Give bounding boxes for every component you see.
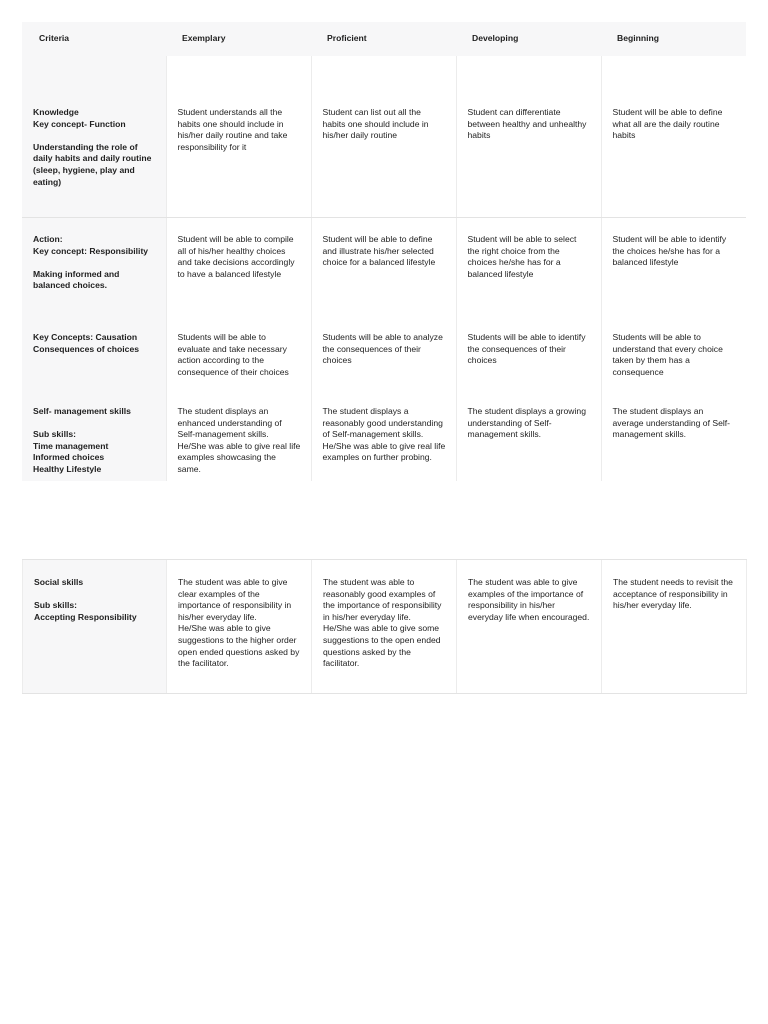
proficient-cell: Student will be able to define and illustrate his/her selected choice for a balanced lifestyle — [311, 218, 456, 317]
rubric-table — [22, 22, 746, 481]
beginning-cell: Student will be able to identify the choices he/she has for a balanced lifestyle — [601, 218, 746, 317]
beginning-cell: Student will be able to define what all are the daily routine habits — [601, 56, 746, 218]
rubric-table-continued — [22, 559, 747, 694]
proficient-cell: Student can list out all the habits one should include in his/her daily routine — [311, 56, 456, 218]
proficient-cell: The student displays a reasonably good understanding of Self-management skills. He/She was able to give real life examples on further probing. — [311, 390, 456, 481]
table-row — [22, 56, 746, 218]
header-exemplary: Exemplary — [166, 22, 311, 56]
exemplary-cell: The student displays an enhanced understanding of Self-management skills. He/She was able to give real life examples showcasing the same. — [166, 390, 311, 481]
header-criteria: Criteria — [22, 22, 166, 56]
table-row — [23, 560, 747, 694]
exemplary-cell: Student understands all the habits one should include in his/her daily routine and take responsibility for it — [166, 56, 311, 218]
criteria-cell: Action: Key concept: Responsibility Making informed and balanced choices. — [22, 218, 166, 317]
exemplary-cell: Students will be able to evaluate and take necessary action according to the consequence of their choices — [166, 316, 311, 390]
table-row — [22, 218, 746, 317]
proficient-cell: Students will be able to analyze the consequences of their choices — [311, 316, 456, 390]
developing-cell: Student can differentiate between healthy and unhealthy habits — [456, 56, 601, 218]
beginning-cell: The student displays an average understanding of Self-management skills. — [601, 390, 746, 481]
beginning-cell: Students will be able to understand that every choice taken by them has a consequence — [601, 316, 746, 390]
header-beginning: Beginning — [601, 22, 746, 56]
header-proficient: Proficient — [311, 22, 456, 56]
criteria-cell: Key Concepts: Causation Consequences of choices — [22, 316, 166, 390]
table-row — [22, 316, 746, 390]
exemplary-cell: The student was able to give clear examples of the importance of responsibility in his/her everyday life. He/She was able to give suggestions to the higher order open ended questions asked by the facilitator. — [167, 560, 312, 694]
criteria-cell: Self- management skills Sub skills: Time management Informed choices Healthy Lifestyle — [22, 390, 166, 481]
beginning-cell: The student needs to revisit the acceptance of responsibility in his/her everyday life. — [602, 560, 747, 694]
developing-cell: The student was able to give examples of the importance of responsibility in his/her everyday life when encouraged. — [457, 560, 602, 694]
table-row — [22, 390, 746, 481]
proficient-cell: The student was able to reasonably good examples of the importance of responsibility in his/her everyday life. He/She was able to give some suggestions to the open ended questions asked by the facilitator. — [312, 560, 457, 694]
header-row — [22, 22, 746, 56]
exemplary-cell: Student will be able to compile all of his/her healthy choices and take decisions accordingly to have a balanced lifestyle — [166, 218, 311, 317]
developing-cell: Students will be able to identify the consequences of their choices — [456, 316, 601, 390]
header-developing: Developing — [456, 22, 601, 56]
criteria-cell: Social skills Sub skills: Accepting Responsibility — [23, 560, 167, 694]
developing-cell: The student displays a growing understanding of Self-management skills. — [456, 390, 601, 481]
criteria-cell: Knowledge Key concept- Function Understanding the role of daily habits and daily routine (sleep, hygiene, play and eating) — [22, 56, 166, 218]
developing-cell: Student will be able to select the right choice from the choices he/she has for a balanced lifestyle — [456, 218, 601, 317]
